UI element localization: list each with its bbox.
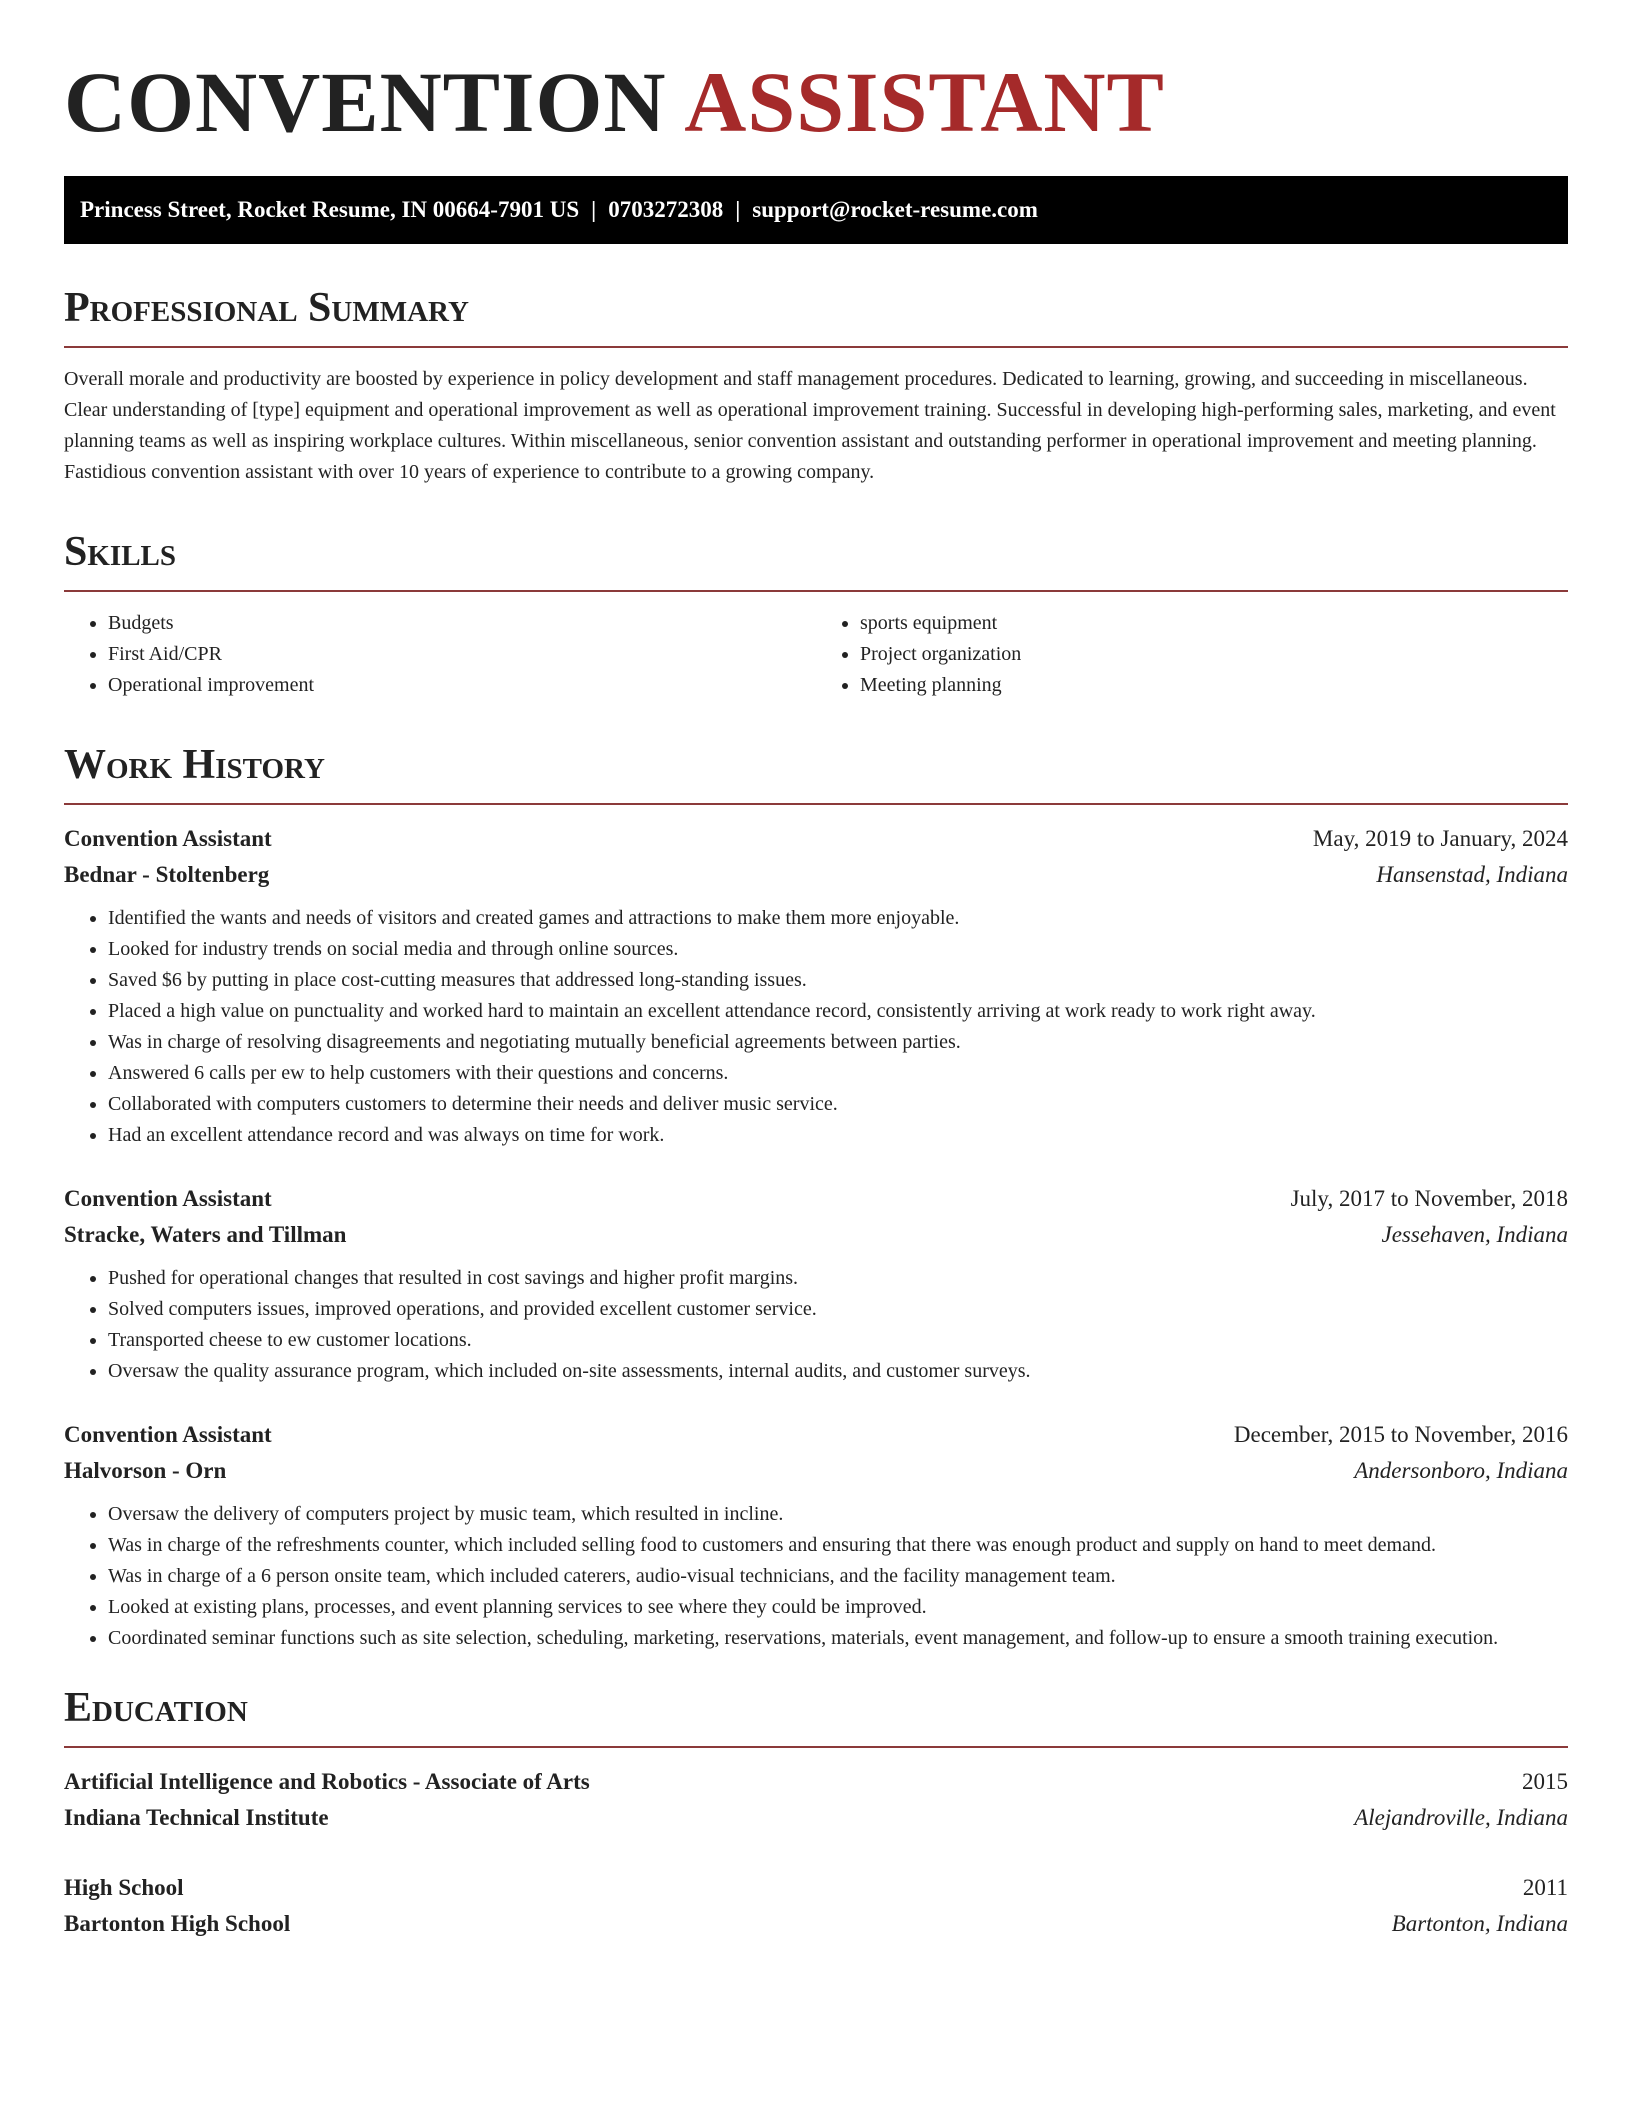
job-title: Convention Assistant — [64, 1422, 272, 1447]
section-divider — [64, 803, 1568, 805]
job-bullet: • Was in charge of a 6 person onsite team, which included caterers, audio-visual technicians, and the facility management team. — [108, 1561, 1568, 1592]
job-bullet: • Coordinated seminar functions such as site selection, scheduling, marketing, reservations, materials, event management, and follow-up to ensure a smooth training execution. — [108, 1623, 1568, 1654]
education-degree: Artificial Intelligence and Robotics - Associate of Arts — [64, 1769, 590, 1794]
job-location: Jessehaven, Indiana — [1381, 1222, 1568, 1247]
summary-heading: Professional Summary — [64, 285, 469, 331]
job-bullet: • Oversaw the delivery of computers project by music team, which resulted in incline. — [108, 1499, 1568, 1530]
skills-column-left — [64, 608, 816, 701]
job-entry — [64, 821, 1568, 1151]
section-divider — [64, 1746, 1568, 1748]
job-bullet: • Placed a high value on punctuality and worked hard to maintain an excellent attendance record, consistently arriving at work ready to work right away. — [108, 996, 1568, 1027]
job-dates: May, 2019 to January, 2024 — [1312, 826, 1568, 851]
education-degree: High School — [64, 1875, 184, 1900]
job-bullets — [64, 1499, 1568, 1654]
job-bullet: • Pushed for operational changes that resulted in cost savings and higher profit margins. — [108, 1263, 1568, 1294]
section-divider — [64, 346, 1568, 348]
job-location: Andersonboro, Indiana — [1354, 1458, 1568, 1483]
contact-email: support@rocket-resume.com — [752, 197, 1038, 222]
contact-bar — [64, 176, 1568, 244]
education-year: 2011 — [1522, 1875, 1568, 1900]
education-heading: Education — [64, 1685, 248, 1731]
job-bullets — [64, 1263, 1568, 1387]
job-bullet: • Answered 6 calls per ew to help customers with their questions and concerns. — [108, 1058, 1568, 1089]
skills-heading: Skills — [64, 529, 177, 575]
education-school: Indiana Technical Institute — [64, 1805, 329, 1830]
skill-item: • sports equipment — [860, 608, 1568, 639]
education-location: Alejandroville, Indiana — [1354, 1805, 1568, 1830]
job-bullet: • Was in charge of resolving disagreements and negotiating mutually beneficial agreements between parties. — [108, 1027, 1568, 1058]
job-bullet: • Collaborated with computers customers to determine their needs and deliver music service. — [108, 1089, 1568, 1120]
education-entry — [64, 1870, 1568, 1942]
job-dates: July, 2017 to November, 2018 — [1290, 1186, 1568, 1211]
skills-list — [64, 608, 1568, 701]
job-company: Halvorson - Orn — [64, 1458, 227, 1483]
job-bullet: • Had an excellent attendance record and was always on time for work. — [108, 1120, 1568, 1151]
job-bullet: • Transported cheese to ew customer locations. — [108, 1325, 1568, 1356]
education-school: Bartonton High School — [64, 1911, 291, 1936]
summary-text: Overall morale and productivity are boosted by experience in policy development and staff management procedures. Dedicated to learning, growing, and succeeding in miscellaneous. Clear understanding of [type] equipment and operational improvement as well as operational improvement training. Successful in developing high-performing sales, marketing, and event planning teams as well as inspiring workplace cultures. Within miscellaneous, senior convention assistant and outstanding performer in operational improvement and meeting planning. Fastidious convention assistant with over 10 years of experience to contribute to a growing company. — [64, 368, 1556, 483]
job-dates: December, 2015 to November, 2016 — [1233, 1422, 1568, 1447]
job-bullet: • Solved computers issues, improved operations, and provided excellent customer service. — [108, 1294, 1568, 1325]
contact-phone: 0703272308 — [608, 197, 724, 222]
job-title: Convention Assistant — [64, 826, 272, 851]
skill-item: • Budgets — [108, 608, 816, 639]
skill-item: • First Aid/CPR — [108, 639, 816, 670]
job-company: Stracke, Waters and Tillman — [64, 1222, 347, 1247]
job-title: Convention Assistant — [64, 1186, 272, 1211]
contact-separator: | — [591, 197, 597, 222]
resume-page — [64, 52, 1568, 1976]
job-company: Bednar - Stoltenberg — [64, 862, 270, 887]
skill-item: • Project organization — [860, 639, 1568, 670]
job-bullet: • Oversaw the quality assurance program, which included on-site assessments, internal audits, and customer surveys. — [108, 1356, 1568, 1387]
job-bullet: • Looked at existing plans, processes, and event planning services to see where they could be improved. — [108, 1592, 1568, 1623]
education-entry — [64, 1764, 1568, 1836]
job-location: Hansenstad, Indiana — [1376, 862, 1568, 887]
candidate-name — [64, 52, 1568, 152]
contact-separator: | — [735, 197, 741, 222]
job-bullet: • Identified the wants and needs of visitors and created games and attractions to make them more enjoyable. — [108, 903, 1568, 934]
job-entry — [64, 1181, 1568, 1387]
job-entry — [64, 1417, 1568, 1654]
skill-item: • Meeting planning — [860, 670, 1568, 701]
name-last: ASSISTANT — [684, 54, 1165, 150]
job-bullet: • Was in charge of the refreshments counter, which included selling food to customers and ensuring that there was enough product and supply on hand to meet demand. — [108, 1530, 1568, 1561]
job-bullet: • Looked for industry trends on social media and through online sources. — [108, 934, 1568, 965]
education-year: 2015 — [1522, 1769, 1568, 1794]
job-bullets — [64, 903, 1568, 1151]
work-heading: Work History — [64, 742, 325, 788]
job-bullet: • Saved $6 by putting in place cost-cutting measures that addressed long-standing issues. — [108, 965, 1568, 996]
education-location: Bartonton, Indiana — [1391, 1911, 1568, 1936]
contact-address: Princess Street, Rocket Resume, IN 00664-7901 US — [80, 197, 580, 222]
skill-item: • Operational improvement — [108, 670, 816, 701]
name-first: CONVENTION — [64, 54, 667, 150]
section-divider — [64, 590, 1568, 592]
skills-column-right — [816, 608, 1568, 701]
